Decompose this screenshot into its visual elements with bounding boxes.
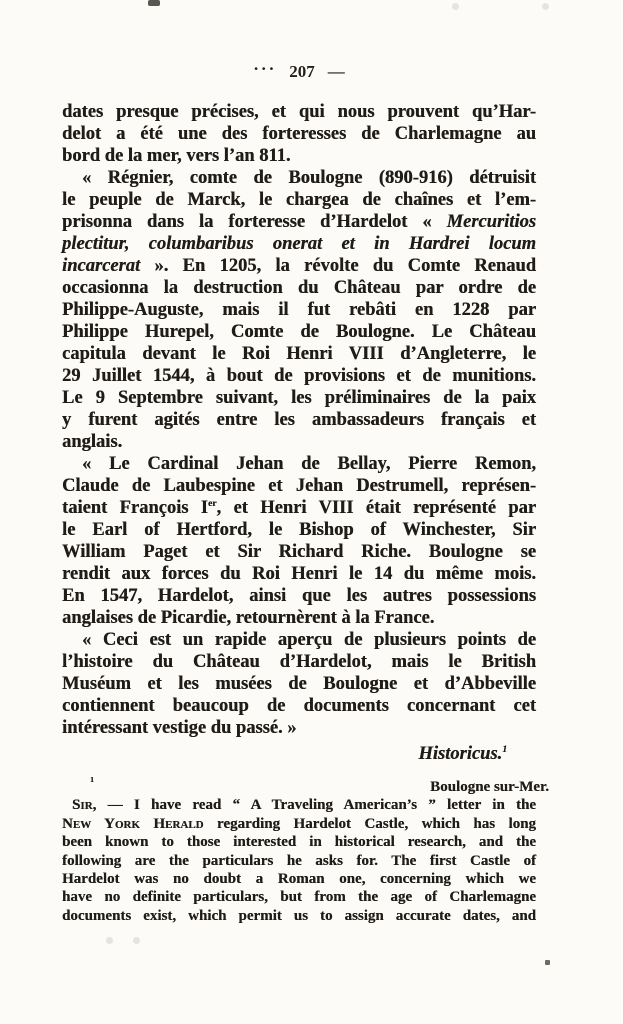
text-segment: regarding Hardelot Castle, which has long: [203, 815, 536, 832]
text-line: [62, 321, 536, 343]
scan-ink-artifact: [148, 0, 160, 6]
text-line: [62, 673, 536, 695]
text-line: [62, 497, 536, 519]
text-segment: following are the particulars he asks for. The first Castle of: [62, 852, 536, 869]
text-segment: ». En 1205, la révolte du Comte Renaud: [140, 256, 536, 276]
text-segment: William Paget et Sir Richard Riche. Boulogne se: [62, 542, 536, 562]
scan-speck: [452, 3, 459, 10]
header-right-dash: —: [327, 62, 345, 81]
text-segment: « Ceci est un rapide aperçu de plusieurs points de: [82, 630, 536, 650]
text-line: [62, 277, 536, 299]
text-segment: prisonna dans la forteresse d’Hardelot «: [62, 212, 447, 232]
text-segment: taient François I: [62, 498, 208, 518]
text-line: [62, 299, 536, 321]
text-line: [62, 387, 536, 409]
text-segment: y furent agités entre les ambassadeurs français et: [62, 410, 536, 430]
text-line: [62, 145, 536, 167]
text-segment: Le 9 Septembre suivant, les préliminaires de la paix: [62, 388, 536, 408]
text-block: [62, 59, 549, 925]
text-segment: have no definite particulars, but from the age of Charlemagne: [62, 889, 536, 906]
text-line: [62, 365, 536, 387]
text-line: [62, 607, 536, 629]
text-segment: Mercuritios: [446, 212, 536, 232]
text-segment: « Le Cardinal Jehan de Bellay, Pierre Remon,: [82, 454, 536, 474]
text-line: [62, 101, 536, 123]
paragraph: [62, 629, 536, 739]
footnote-place: Boulogne sur-Mer.: [430, 779, 549, 795]
text-line: [62, 870, 536, 888]
text-segment: dates presque précises, et qui nous prouvent qu’Har-: [62, 102, 536, 122]
scan-speck: [133, 937, 140, 944]
paragraph: [62, 167, 536, 453]
scan-speck: [542, 3, 549, 10]
text-segment: « Régnier, comte de Boulogne (890-916) détruisit: [82, 168, 536, 188]
text-line: [62, 651, 536, 673]
scan-speck: [545, 960, 550, 965]
text-line: [62, 233, 536, 255]
text-line: [62, 475, 536, 497]
text-segment: l’histoire du Château d’Hardelot, mais le British: [62, 652, 536, 672]
text-line: [62, 852, 536, 870]
text-segment: le Earl of Hertford, le Bishop of Winchester, Sir: [62, 520, 536, 540]
text-line: [62, 907, 536, 925]
text-line: [62, 541, 536, 563]
text-segment: , et Henri VIII était représenté par: [216, 498, 537, 518]
text-line: [62, 211, 536, 233]
text-segment: delot a été une des forteresses de Charlemagne au: [62, 124, 536, 144]
text-line: [62, 519, 536, 541]
header-left-dots: ···: [253, 59, 277, 78]
paragraph: [62, 453, 536, 629]
page-number: 207: [289, 62, 315, 81]
text-segment: been known to those interested in historical research, and the: [62, 834, 536, 851]
text-segment: , — I have read “ A Traveling American’s ” letter in the: [92, 797, 536, 814]
text-line: [62, 563, 536, 585]
signature-name: Historicus.: [418, 744, 503, 764]
text-segment: anglaises de Picardie, retournèrent à la France.: [62, 608, 435, 628]
text-line: [62, 888, 536, 906]
text-line: [62, 123, 536, 145]
paragraph: [62, 101, 536, 167]
text-line: [62, 796, 536, 814]
text-segment: contiennent beaucoup de documents concernant cet: [62, 696, 536, 716]
text-line: [62, 695, 536, 717]
text-line: [62, 343, 536, 365]
text-segment: intéressant vestige du passé. »: [62, 718, 297, 738]
text-line: [62, 585, 536, 607]
text-segment: Claude de Laubespine et Jehan Destrumell, représen-: [62, 476, 536, 496]
text-segment: En 1547, Hardelot, ainsi que les autres possessions: [62, 586, 536, 606]
text-segment: bord de la mer, vers l’an 811.: [62, 146, 291, 166]
footnote-lines: [62, 796, 536, 925]
scan-speck: [106, 937, 113, 944]
text-line: [62, 409, 536, 431]
text-segment: Philippe Hurepel, Comte de Boulogne. Le Château: [62, 322, 536, 342]
text-line: [62, 255, 536, 277]
page-number-header: [62, 59, 536, 82]
paragraphs: [62, 101, 536, 739]
signature-line: [62, 743, 536, 765]
text-segment: documents exist, which permit us to assign accurate dates, and: [62, 907, 536, 924]
text-segment: anglais.: [62, 432, 123, 452]
text-line: [62, 717, 536, 739]
text-line: [62, 629, 536, 651]
text-segment: Hardelot was no doubt a Roman one, concerning which we: [62, 871, 536, 888]
text-segment: 29 Juillet 1544, à bout de provisions et de munitions.: [62, 366, 536, 386]
text-segment: capitula devant le Roi Henri VIII d’Angleterre, le: [62, 344, 536, 364]
text-line: [62, 815, 536, 833]
text-segment: occasionna la destruction du Château par ordre de: [62, 278, 536, 298]
footnote: [62, 775, 549, 925]
text-segment: Sir: [72, 797, 93, 814]
footnote-reference-mark: 1: [502, 743, 507, 755]
text-line: [62, 431, 536, 453]
footnote-heading-line: 1 Boulogne sur-Mer.: [90, 775, 549, 795]
text-line: [62, 833, 536, 851]
text-segment: incarcerat: [62, 256, 141, 276]
text-line: [62, 167, 536, 189]
text-segment: Philippe-Auguste, mais il fut rebâti en 1228 par: [62, 300, 536, 320]
text-segment: plectitur, columbaribus onerat et in Hardrei locum: [62, 234, 536, 254]
text-segment: Muséum et les musées de Boulogne et d’Abbeville: [62, 674, 536, 694]
text-segment: New York Herald: [62, 815, 204, 832]
text-segment: rendit aux forces du Roi Henri le 14 du même mois.: [62, 564, 536, 584]
text-segment: le peuple de Marck, le chargea de chaînes et l’em-: [62, 190, 536, 210]
superscript: er: [207, 497, 217, 509]
text-line: [62, 189, 536, 211]
text-line: [62, 453, 536, 475]
